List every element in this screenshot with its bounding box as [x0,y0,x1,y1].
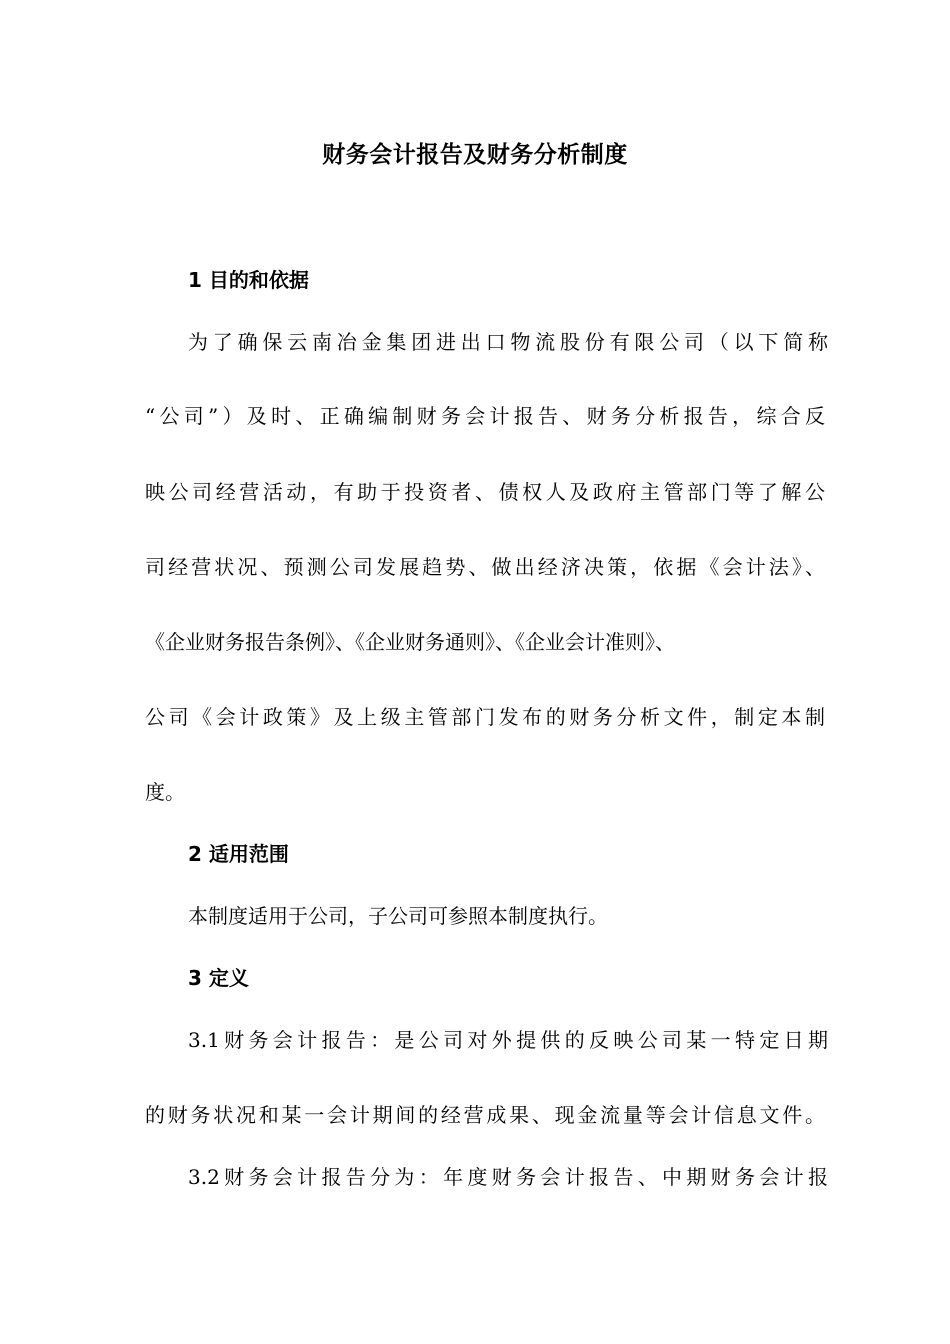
paragraph-line: 公司《会计政策》及上级主管部门发布的财务分析文件，制定本制 [145,705,825,729]
section-heading-purpose: 1 目的和依据 [188,268,309,292]
paragraph-line: 《企业财务报告条例》、《企业财务通则》、《企业会计准则》、 [145,630,675,654]
paragraph-line: “公司”）及时、正确编制财务会计报告、财务分析报告，综合反 [145,404,825,428]
document-title: 财务会计报告及财务分析制度 [322,142,628,168]
paragraph-line: 本制度适用于公司，子公司可参照本制度执行。 [188,904,608,928]
paragraph-line: 司经营状况、预测公司发展趋势、做出经济决策，依据《会计法》、 [145,555,825,579]
paragraph-line: 3.1财务会计报告：是公司对外提供的反映公司某一特定日期 [188,1028,828,1052]
paragraph-line: 3.2财务会计报告分为：年度财务会计报告、中期财务会计报 [188,1165,828,1189]
paragraph-line: 映公司经营活动，有助于投资者、债权人及政府主管部门等了解公 [145,480,825,504]
section-heading-scope: 2 适用范围 [188,842,289,866]
paragraph-line: 度。 [145,780,185,804]
paragraph-line: 的财务状况和某一会计期间的经营成果、现金流量等会计信息文件。 [145,1103,825,1127]
section-heading-definitions: 3 定义 [188,966,249,990]
paragraph-line: 为了确保云南冶金集团进出口物流股份有限公司（以下简称 [188,330,828,354]
